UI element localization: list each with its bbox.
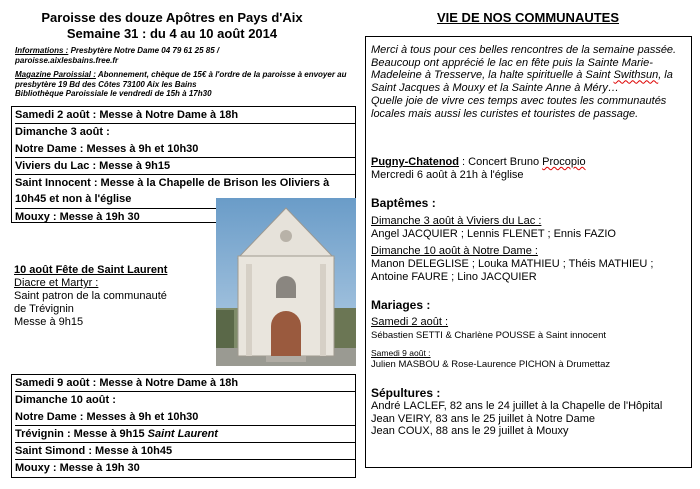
right-title: VIE DE NOS COMMUNAUTES	[436, 10, 619, 25]
feast-subtitle: Diacre et Martyr :	[14, 277, 99, 289]
mass-line: Mouxy : Messe à 19h 30	[15, 462, 140, 475]
mass-line	[15, 426, 355, 443]
pugny-label: Pugny-Chatenod	[371, 156, 459, 168]
mass-line: Notre Dame : Messes à 9h et 10h30	[15, 409, 355, 426]
feast-block	[14, 264, 214, 329]
church-photo	[216, 198, 356, 366]
mass-line: Samedi 2 août : Messe à Notre Dame à 18h	[15, 107, 355, 124]
sepultures-title: Sépultures :	[371, 386, 441, 400]
intro-text	[371, 44, 691, 120]
sepulture-line: Jean COUX, 88 ans le 29 juillet à Mouxy	[371, 425, 569, 437]
sepultures-section	[371, 386, 691, 438]
mass-line: Notre Dame : Messes à 9h et 10h30	[15, 141, 355, 158]
baptemes-d1-names: Angel JACQUIER ; Lennis FLENET ; Ennis FAZIO	[371, 228, 616, 240]
pugny-procopio: Procopio	[542, 156, 586, 168]
trevignin-italic: Saint Laurent	[144, 427, 218, 440]
pugny-date: Mercredi 6 août à 21h à l'église	[371, 169, 524, 181]
parish-title: Paroisse des douze Apôtres en Pays d'Aix	[41, 10, 303, 25]
info-block	[15, 46, 355, 99]
baptemes-title: Baptêmes :	[371, 196, 436, 210]
informations-label: Informations :	[15, 46, 69, 55]
baptemes-d1-label: Dimanche 3 août à Viviers du Lac :	[371, 215, 542, 227]
mass-line: Saint Innocent : Messe à la Chapelle de Brison les Oliviers à	[15, 177, 330, 190]
mass-line: Viviers du Lac : Messe à 9h15	[15, 158, 355, 175]
intro-p1b: , la Saint Jacques à Mouxy et la Sainte Anne à Méry…	[371, 69, 673, 95]
intro-p1: Merci à tous pour ces belles rencontres de la semaine passée. Beaucoup ont apprécié le lac en fête puis la Sainte Marie-Madeleine à Tresserve, la halte spirituelle à Saint	[371, 44, 677, 82]
pugny-block	[371, 156, 691, 182]
week-subtitle: Semaine 31 : du 4 au 10 août 2014	[66, 26, 278, 41]
mass-line: Saint Simond : Messe à 10h45	[15, 443, 355, 460]
baptemes-d2-names: Antoine FAURE ; Lino JACQUIER	[371, 271, 537, 283]
intro-swithsun: Swithsun	[613, 69, 659, 82]
mariages-d2-text: Julien MASBOU & Rose-Laurence PICHON à Drumettaz	[371, 359, 611, 370]
mariages-d1-label: Samedi 2 août :	[371, 316, 449, 328]
mass-schedule-week2	[11, 374, 356, 478]
intro-p2: Quelle joie de vivre ces temps avec toutes les communautés locales mais aussi les curistes et touristes de passage.	[371, 94, 667, 120]
magazine-label: Magazine Paroissial :	[15, 70, 96, 79]
feast-line: Messe à 9h15	[14, 316, 84, 328]
mass-line: Dimanche 3 août :	[15, 126, 110, 139]
pugny-text: : Concert Bruno	[459, 156, 543, 168]
informations-text: Presbytère Notre Dame 04 79 61 25 85 /	[68, 46, 220, 55]
mass-line: Mouxy : Messe à 19h 30	[15, 210, 140, 223]
baptemes-section	[371, 196, 691, 284]
website-link[interactable]: paroisse.aixlesbains.free.fr	[15, 55, 119, 65]
sepulture-line: André LACLEF, 82 ans le 24 juillet à la Chapelle de l'Hôpital	[371, 400, 663, 412]
mass-line: 10h45 et non à l'église	[15, 191, 355, 208]
baptemes-d2-label: Dimanche 10 août à Notre Dame :	[371, 245, 538, 257]
bibliotheque-text: Bibliothèque Paroissiale le vendredi de 15h à 17h30	[15, 89, 212, 98]
mass-line: Samedi 9 août : Messe à Notre Dame à 18h	[15, 375, 355, 392]
sepulture-line: Jean VEIRY, 83 ans le 25 juillet à Notre Dame	[371, 412, 596, 425]
magazine-text: Abonnement, chèque de 15€ à l'ordre de la paroisse à envoyer au presbytère 19 Bd des Côtes 73100 Aix les Bains	[15, 70, 347, 89]
feast-line: Saint patron de la communauté	[14, 290, 167, 302]
feast-title: 10 août Fête de Saint Laurent	[14, 264, 168, 276]
trevignin-text: Trévignin : Messe à 9h15	[15, 427, 145, 440]
mariages-section	[371, 298, 691, 370]
feast-line: de Trévignin	[14, 303, 74, 315]
mariages-title: Mariages :	[371, 298, 431, 312]
mariages-d1-text: Sébastien SETTI & Charlène POUSSE à Saint innocent	[371, 330, 606, 341]
mariages-d2-label: Samedi 9 août :	[371, 348, 431, 358]
baptemes-d2-names: Manon DELEGLISE ; Louka MATHIEU ; Théis MATHIEU ;	[371, 258, 654, 270]
mass-line: Dimanche 10 août :	[15, 394, 116, 407]
